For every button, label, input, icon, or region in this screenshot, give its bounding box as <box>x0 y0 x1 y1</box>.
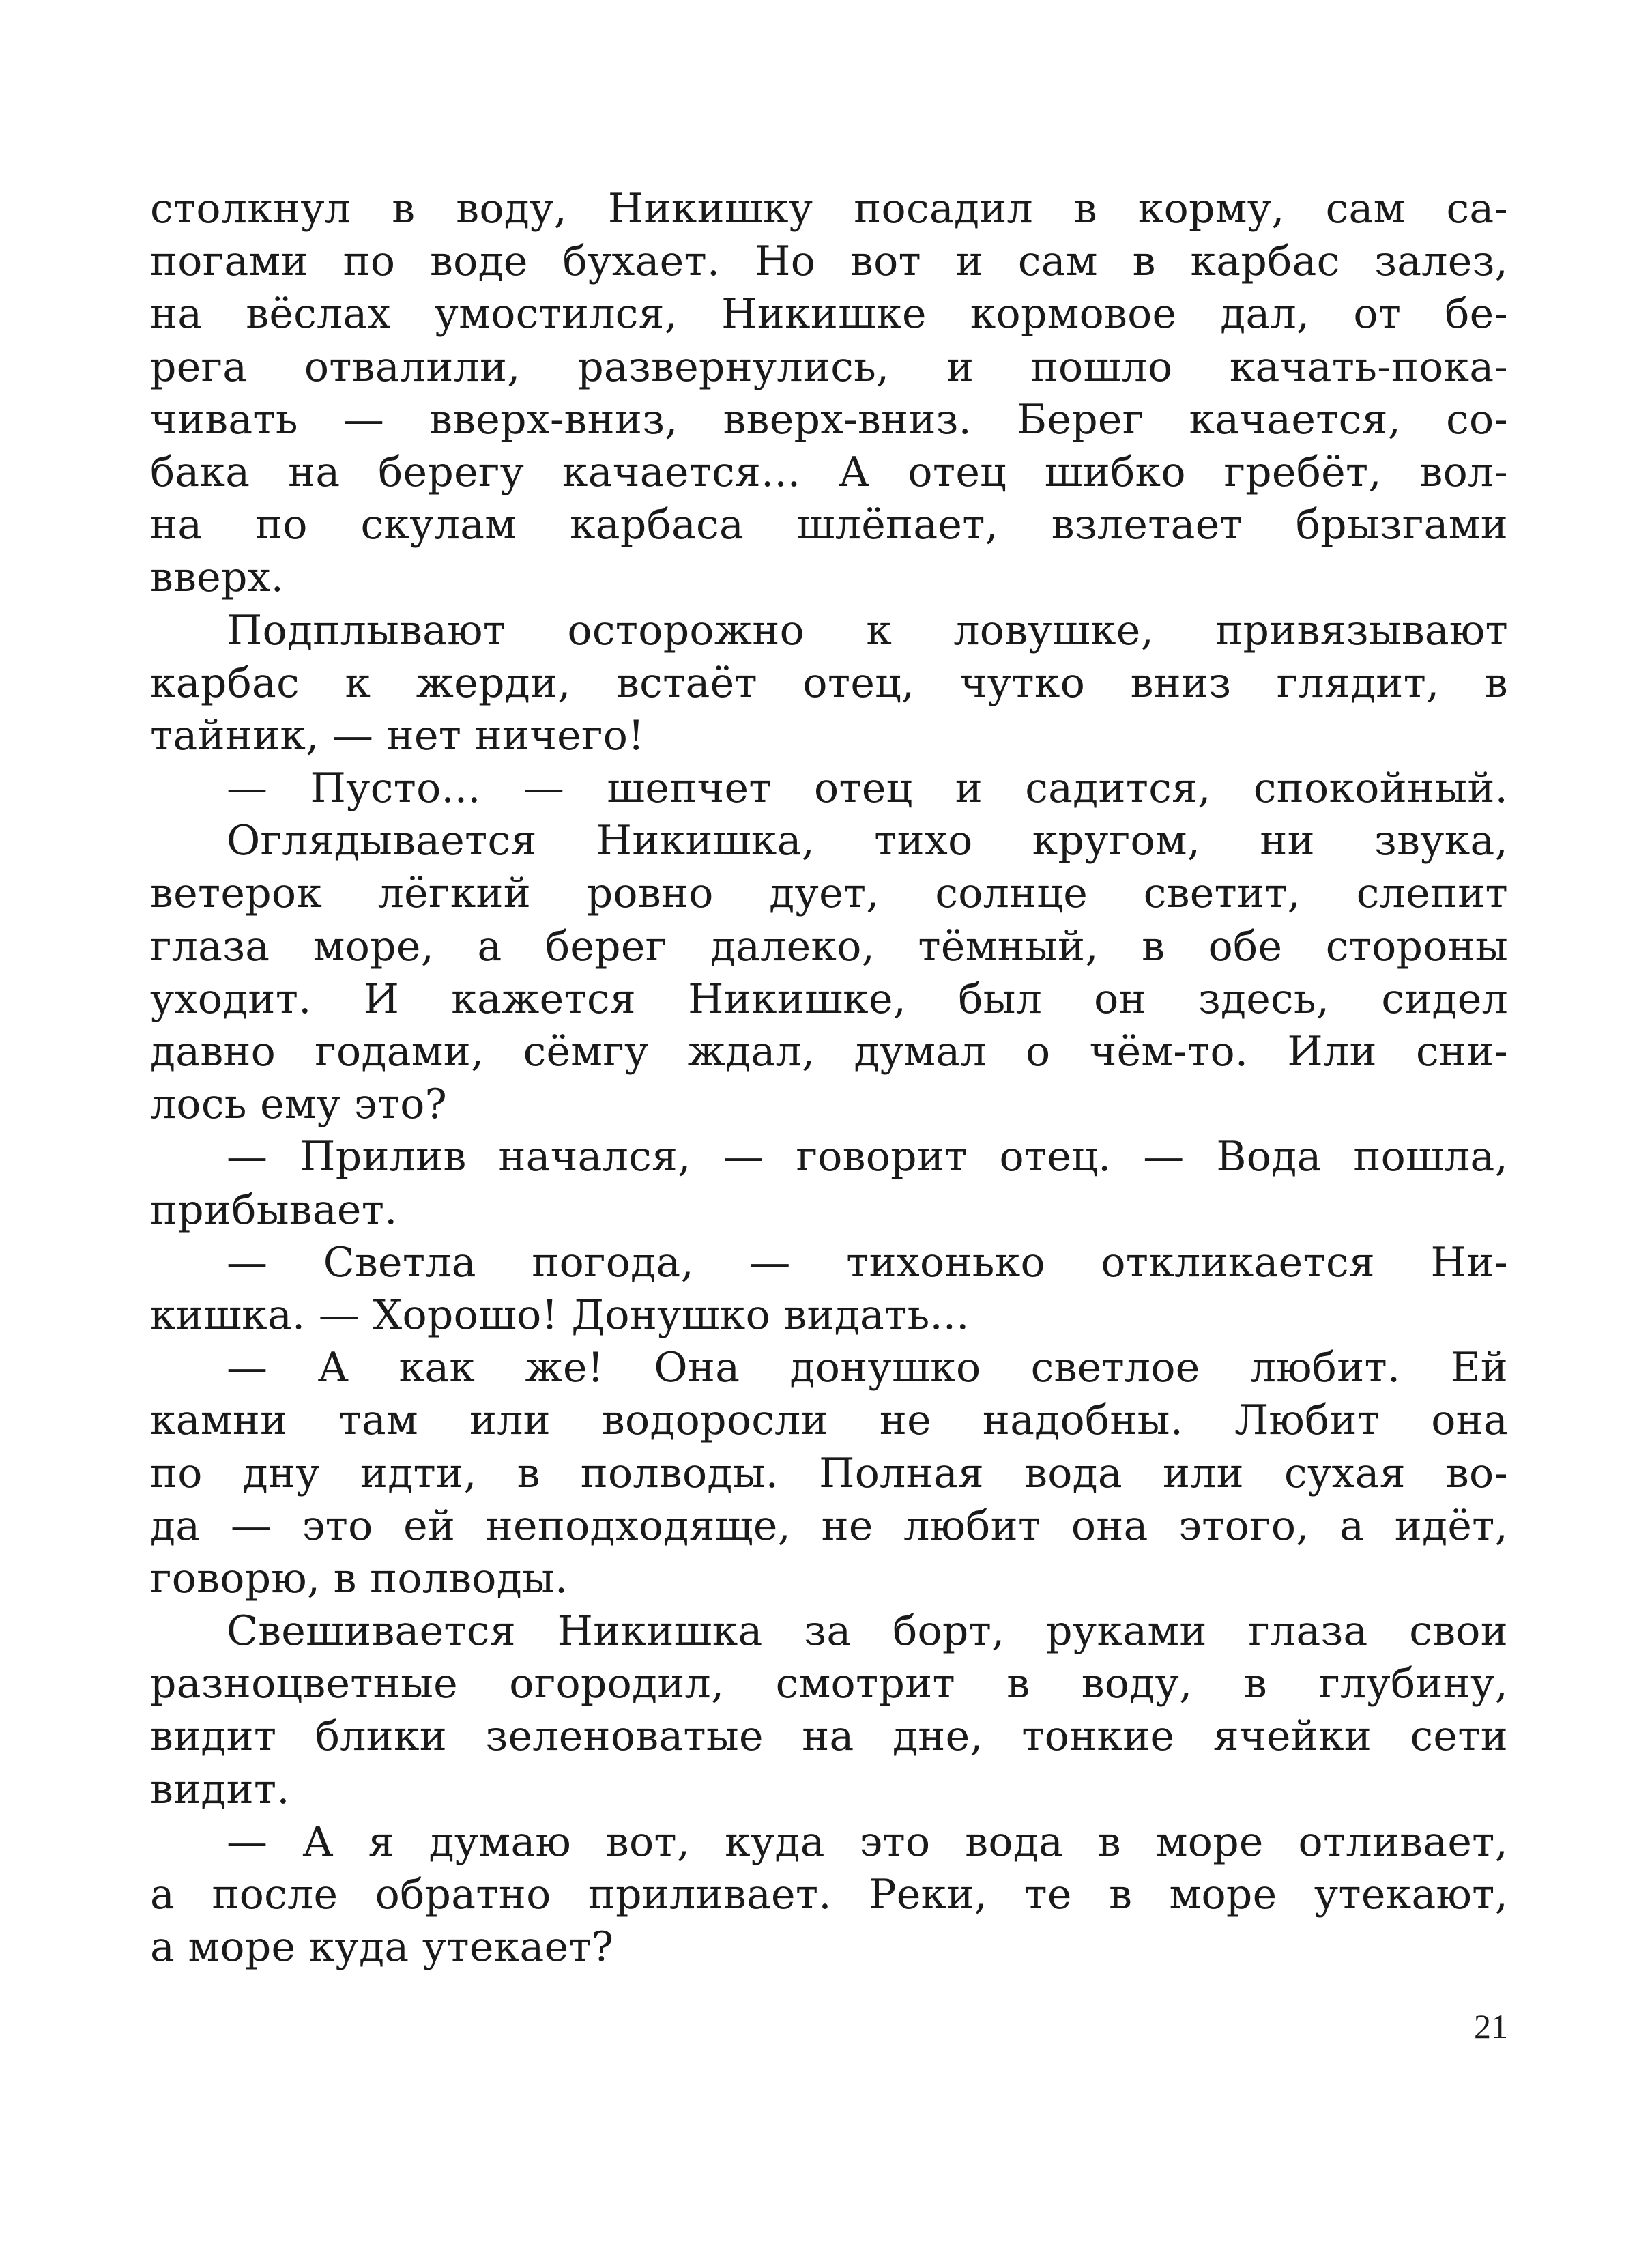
text-line: — А я думаю вот, куда это вода в море отливает, <box>227 1817 1508 1866</box>
text-line: чивать — вверх-вниз, вверх-вниз. Берег качается, со- <box>150 395 1508 444</box>
text-line: видит. <box>150 1765 290 1813</box>
text-line: бака на берегу качается... А отец шибко гребёт, вол- <box>150 448 1508 496</box>
text-line: тайник, — нет ничего! <box>150 711 645 760</box>
text-line: вверх. <box>150 554 285 602</box>
text-line: глаза море, а берег далеко, тёмный, в обе стороны <box>150 922 1508 971</box>
text-line: да — это ей неподходяще, не любит она этого, а идёт, <box>150 1501 1508 1550</box>
text-line: а после обратно приливает. Реки, те в море утекают, <box>150 1871 1508 1918</box>
text-line: по дну идти, в полводы. Полная вода или сухая во- <box>150 1449 1508 1497</box>
page-number: 21 <box>1474 2007 1508 2045</box>
text-line: Оглядывается Никишка, тихо кругом, ни звука, <box>227 817 1508 865</box>
text-line: а море куда утекает? <box>150 1923 614 1972</box>
text-line: прибывает. <box>150 1185 398 1234</box>
text-line: разноцветные огородил, смотрит в воду, в глубину, <box>150 1660 1508 1708</box>
text-line: камни там или водоросли не надобны. Любит она <box>150 1396 1508 1445</box>
body-text <box>150 183 1508 1974</box>
text-line: на по скулам карбаса шлёпает, взлетает брызгами <box>150 501 1508 549</box>
text-line: говорю, в полводы. <box>150 1554 568 1602</box>
text-line: — Светла погода, — тихонько откликается Ни- <box>227 1238 1508 1286</box>
text-line: столкнул в воду, Никишку посадил в корму, сам са- <box>150 185 1508 233</box>
text-line: давно годами, сёмгу ждал, думал о чём-то. Или сни- <box>150 1028 1508 1076</box>
text-line: карбас к жерди, встаёт отец, чутко вниз глядит, в <box>150 659 1508 707</box>
text-line: — А как же! Она донушко светлое любит. Ей <box>227 1344 1508 1392</box>
text-line: — Прилив начался, — говорит отец. — Вода пошла, <box>227 1133 1508 1181</box>
text-line: кишка. — Хорошо! Донушко видать... <box>150 1291 970 1339</box>
text-line: лось ему это? <box>150 1080 448 1129</box>
text-line: Свешивается Никишка за борт, руками глаза свои <box>227 1607 1508 1656</box>
text-line: — Пусто... — шепчет отец и садится, спокойный. <box>227 764 1508 813</box>
text-line: уходит. И кажется Никишке, был он здесь, сидел <box>150 975 1508 1023</box>
text-line: видит блики зеленоватые на дне, тонкие ячейки сети <box>150 1712 1508 1761</box>
text-line: на вёслах умостился, Никишке кормовое дал, от бе- <box>150 290 1508 339</box>
text-line: погами по воде бухает. Но вот и сам в карбас залез, <box>150 238 1508 286</box>
text-line: рега отвалили, развернулись, и пошло качать-пока- <box>150 343 1508 391</box>
text-line: Подплывают осторожно к ловушке, привязывают <box>227 606 1508 655</box>
text-line: ветерок лёгкий ровно дует, солнце светит, слепит <box>150 869 1508 918</box>
